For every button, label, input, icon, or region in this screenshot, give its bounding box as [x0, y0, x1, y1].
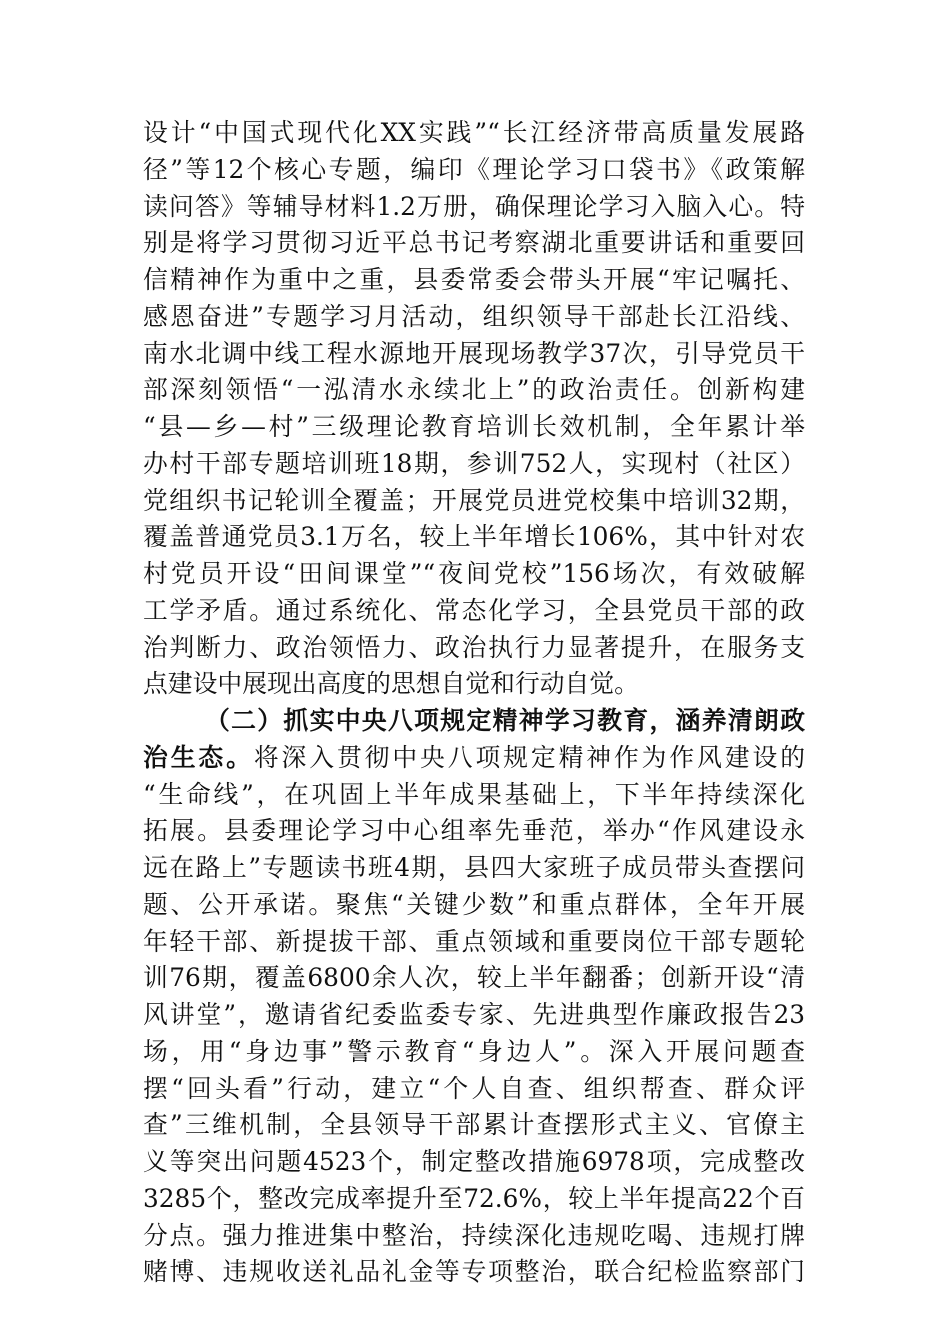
section-line: 年轻干部、新提拔干部、重点领域和重要岗位干部专题轮 — [143, 926, 805, 956]
section-line: 训76期，覆盖6800余人次，较上半年翻番；创新开设“清 — [143, 963, 805, 993]
section-line: 摆“回头看”行动，建立“个人自查、组织帮查、群众评 — [143, 1073, 805, 1103]
paragraph-line: 感恩奋进”专题学习月活动，组织领导干部赴长江沿线、 — [143, 301, 805, 331]
paragraph-line: 办村干部专题培训班18期，参训752人，实现村（社区） — [143, 448, 805, 478]
paragraph-line: 别是将学习贯彻习近平总书记考察湖北重要讲话和重要回 — [143, 228, 805, 258]
paragraph-line: 村党员开设“田间课堂”“夜间党校”156场次，有效破解 — [143, 559, 805, 588]
section-heading: （二）抓实中央八项规定精神学习教育，涵养清朗政 — [205, 706, 805, 735]
paragraph-line: 治判断力、政治领悟力、政治执行力显著提升，在服务支 — [143, 632, 805, 662]
section-line: 赌博、违规收送礼品礼金等专项整治，联合纪检监察部门 — [143, 1257, 805, 1287]
paragraph-line: 读问答》等辅导材料1.2万册，确保理论学习入脑入心。特 — [143, 191, 805, 221]
paragraph-line: 信精神作为重中之重，县委常委会带头开展“牢记嘱托、 — [143, 265, 805, 294]
section-line: 远在路上”专题读书班4期，县四大家班子成员带头查摆问 — [143, 853, 805, 882]
section-line: 分点。强力推进集中整治，持续深化违规吃喝、违规打牌 — [143, 1220, 805, 1250]
section-line: “生命线”，在巩固上半年成果基础上，下半年持续深化 — [143, 779, 805, 809]
section-line: 拓展。县委理论学习中心组率先垂范，举办“作风建设永 — [143, 816, 805, 846]
paragraph-line: 点建设中展现出高度的思想自觉和行动自觉。 — [143, 669, 639, 699]
section-line: 3285个，整改完成率提升至72.6%，较上半年提高22个百 — [143, 1183, 805, 1213]
section-heading-continuation — [143, 740, 805, 777]
section-line: 义等突出问题4523个，制定整改措施6978项，完成整改 — [143, 1147, 805, 1176]
paragraph-line: 设计“中国式现代化XX实践”“长江经济带高质量发展路 — [143, 118, 805, 147]
section-line: 风讲堂”，邀请省纪委监委专家、先进典型作廉政报告23 — [143, 1000, 805, 1029]
section-body-start: 将深入贯彻中央八项规定精神作为作风建设的 — [253, 742, 805, 772]
paragraph-line: 党组织书记轮训全覆盖；开展党员进党校集中培训32期， — [143, 485, 805, 515]
paragraph-line: 工学矛盾。通过系统化、常态化学习，全县党员干部的政 — [143, 595, 805, 625]
paragraph-line: 部深刻领悟“一泓清水永续北上”的政治责任。创新构建 — [143, 375, 805, 405]
paragraph-line: 南水北调中线工程水源地开展现场教学37次，引导党员干 — [143, 338, 805, 368]
section-line: 场，用“身边事”警示教育“身边人”。深入开展问题查 — [143, 1036, 805, 1066]
body-text — [143, 115, 805, 1291]
paragraph-line: 覆盖普通党员3.1万名，较上半年增长106%，其中针对农 — [143, 522, 805, 552]
paragraph-line: 径”等12个核心专题，编印《理论学习口袋书》《政策解 — [143, 154, 805, 184]
section-line: 题、公开承诺。聚焦“关键少数”和重点群体，全年开展 — [143, 889, 805, 919]
paragraph-line: “县—乡—村”三级理论教育培训长效机制，全年累计举 — [143, 412, 805, 441]
section-line: 查”三维机制，全县领导干部累计查摆形式主义、官僚主 — [143, 1110, 805, 1140]
section-heading-tail: 治生态。 — [143, 742, 254, 772]
